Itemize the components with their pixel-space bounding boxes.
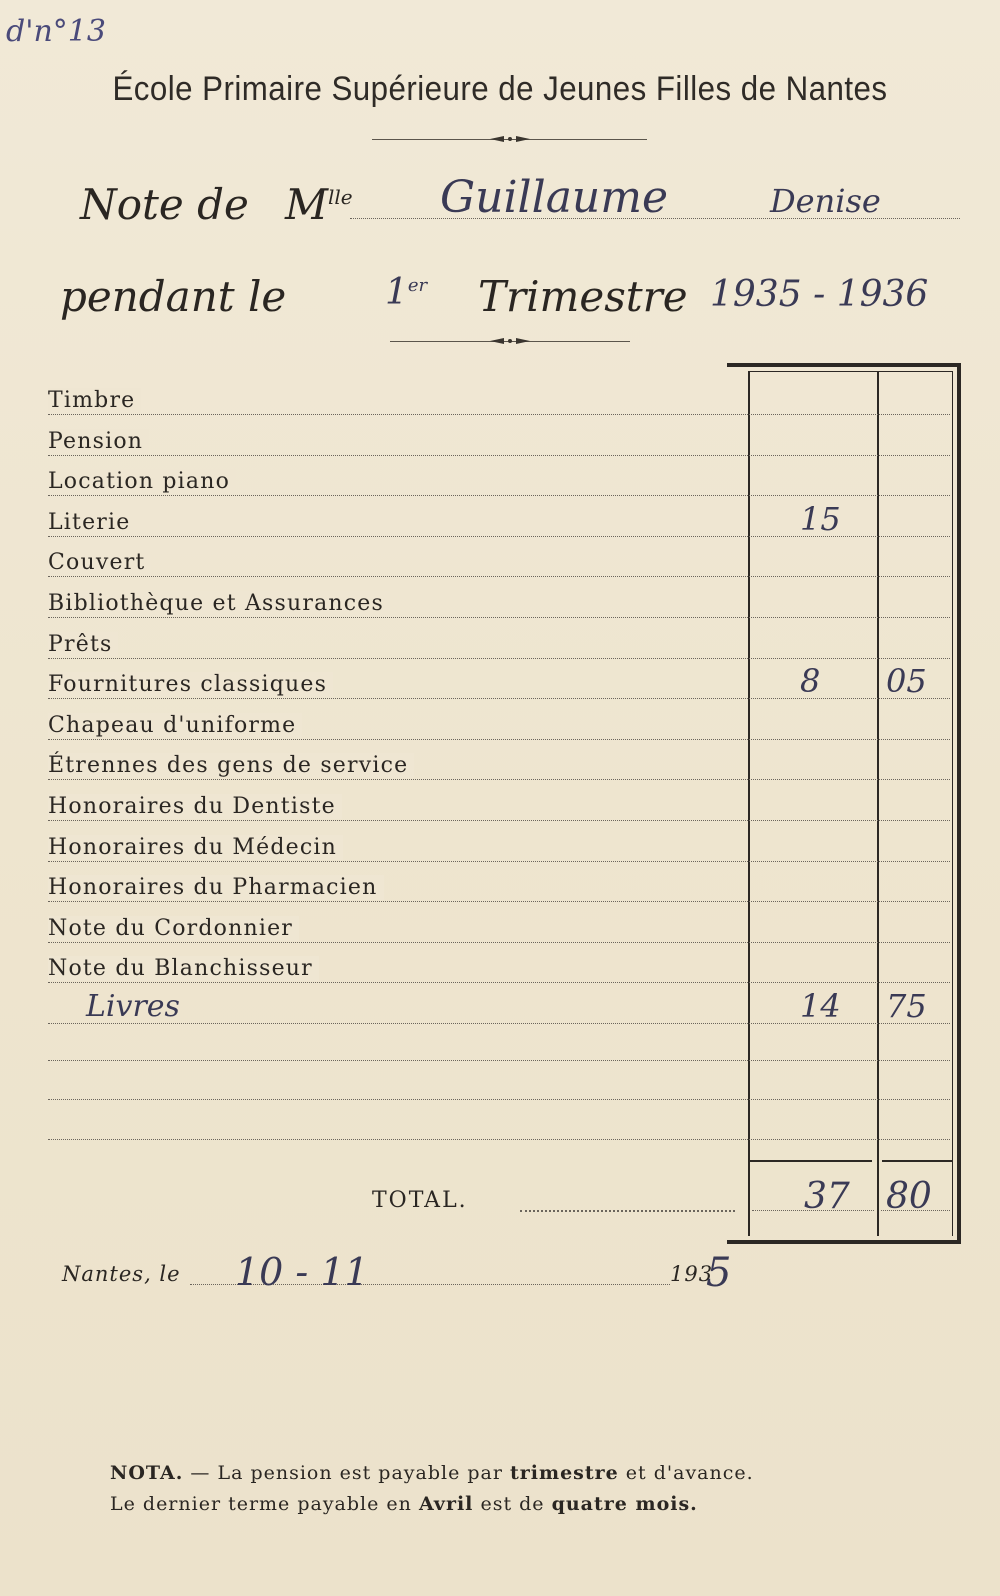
- student-surname: Guillaume: [440, 172, 669, 223]
- nota-trimestre: trimestre: [509, 1462, 619, 1484]
- blank-line: [48, 1060, 950, 1061]
- item-label: Pension: [48, 429, 149, 454]
- title-label: $M^{lle}$: [285, 180, 353, 229]
- item-centimes: 05: [886, 662, 927, 701]
- frame-left: [748, 371, 750, 1236]
- year-suffix: 5: [706, 1250, 732, 1296]
- item-dotted-line: [48, 779, 950, 780]
- item-label: Note du Cordonnier: [48, 916, 299, 941]
- school-title: École Primaire Supérieure de Jeunes Filles de Nantes: [112, 70, 888, 108]
- item-dotted-line: [48, 455, 950, 456]
- year-prefix: 193: [670, 1262, 714, 1286]
- nota-text-1: — La pension est payable par: [183, 1462, 510, 1484]
- pendant-label: pendant le: [60, 272, 287, 321]
- nota-keyword: NOTA.: [110, 1462, 184, 1484]
- item-label: Honoraires du Dentiste: [48, 794, 342, 819]
- term-number: 1er: [385, 272, 428, 313]
- title-superscript: lle: [328, 185, 353, 209]
- frame-top: [727, 363, 961, 367]
- trimestre-label: Trimestre: [478, 272, 688, 321]
- item-label: Timbre: [48, 388, 141, 413]
- item-francs: 15: [800, 499, 841, 538]
- total-separator-right: [882, 1160, 952, 1162]
- ornament-center-icon: [490, 136, 530, 142]
- nota-quatre-mois: quatre mois.: [551, 1493, 698, 1515]
- item-label: Honoraires du Médecin: [48, 835, 343, 860]
- item-dotted-line: [48, 820, 950, 821]
- total-label: TOTAL.: [372, 1188, 468, 1213]
- item-dotted-line: [48, 414, 950, 415]
- frame-right: [957, 363, 961, 1244]
- item-label: Prêts: [48, 632, 118, 657]
- frame-right-inner: [952, 371, 953, 1236]
- item-label: Note du Blanchisseur: [48, 956, 319, 981]
- frame-top-inner: [748, 371, 952, 372]
- item-dotted-line: [48, 617, 950, 618]
- blank-line: [48, 1099, 950, 1100]
- nota-line-1: [110, 1462, 754, 1484]
- item-dotted-line: [48, 901, 950, 902]
- nota-line-2: [110, 1493, 698, 1515]
- nota-text-3: Le dernier terme payable en: [110, 1493, 419, 1515]
- date-label: Nantes, le: [62, 1262, 181, 1286]
- item-dotted-line: [48, 739, 950, 740]
- year-start: 1935: [710, 274, 802, 315]
- date-value: 10 - 11: [235, 1250, 369, 1294]
- item-centimes: 75: [886, 987, 927, 1025]
- frame-bottom: [727, 1240, 961, 1244]
- total-dots: [520, 1210, 735, 1212]
- item-dotted-line: [48, 861, 950, 862]
- item-label: Chapeau d'uniforme: [48, 713, 302, 738]
- item-label: Literie: [48, 510, 136, 535]
- item-dotted-line: [48, 495, 950, 496]
- note-label: Note de: [80, 180, 249, 229]
- item-label: Bibliothèque et Assurances: [48, 591, 390, 616]
- item-francs: 8: [800, 662, 821, 701]
- item-label: Couvert: [48, 550, 151, 575]
- item-francs: 14: [800, 987, 841, 1025]
- term-superscript: er: [407, 275, 428, 296]
- item-dotted-line: [48, 576, 950, 577]
- ornament-center-icon-2: [490, 338, 530, 344]
- nota-text-2: et d'avance.: [618, 1462, 754, 1484]
- name-dotted-line: [350, 218, 960, 219]
- total-separator-left: [748, 1160, 872, 1162]
- item-label: Étrennes des gens de service: [48, 753, 414, 778]
- frame-middle: [877, 371, 879, 1236]
- item-dotted-line: [48, 658, 950, 659]
- item-dotted-line: [48, 982, 950, 983]
- item-label: Fournitures classiques: [48, 672, 333, 697]
- student-first-name: Denise: [770, 182, 881, 220]
- year-separator: -: [813, 274, 826, 315]
- school-year: [710, 274, 928, 315]
- total-centimes: 80: [886, 1176, 932, 1217]
- item-label: Location piano: [48, 469, 236, 494]
- year-end: 1936: [836, 274, 929, 315]
- item-dotted-line: [48, 942, 950, 943]
- blank-line: [48, 1139, 950, 1140]
- item-label: Honoraires du Pharmacien: [48, 875, 384, 900]
- nota-text-4: est de: [473, 1493, 552, 1515]
- item-label: Livres: [86, 989, 180, 1024]
- total-francs: 37: [804, 1176, 850, 1217]
- archive-number: d'n°13: [6, 14, 106, 49]
- nota-avril: Avril: [418, 1493, 474, 1515]
